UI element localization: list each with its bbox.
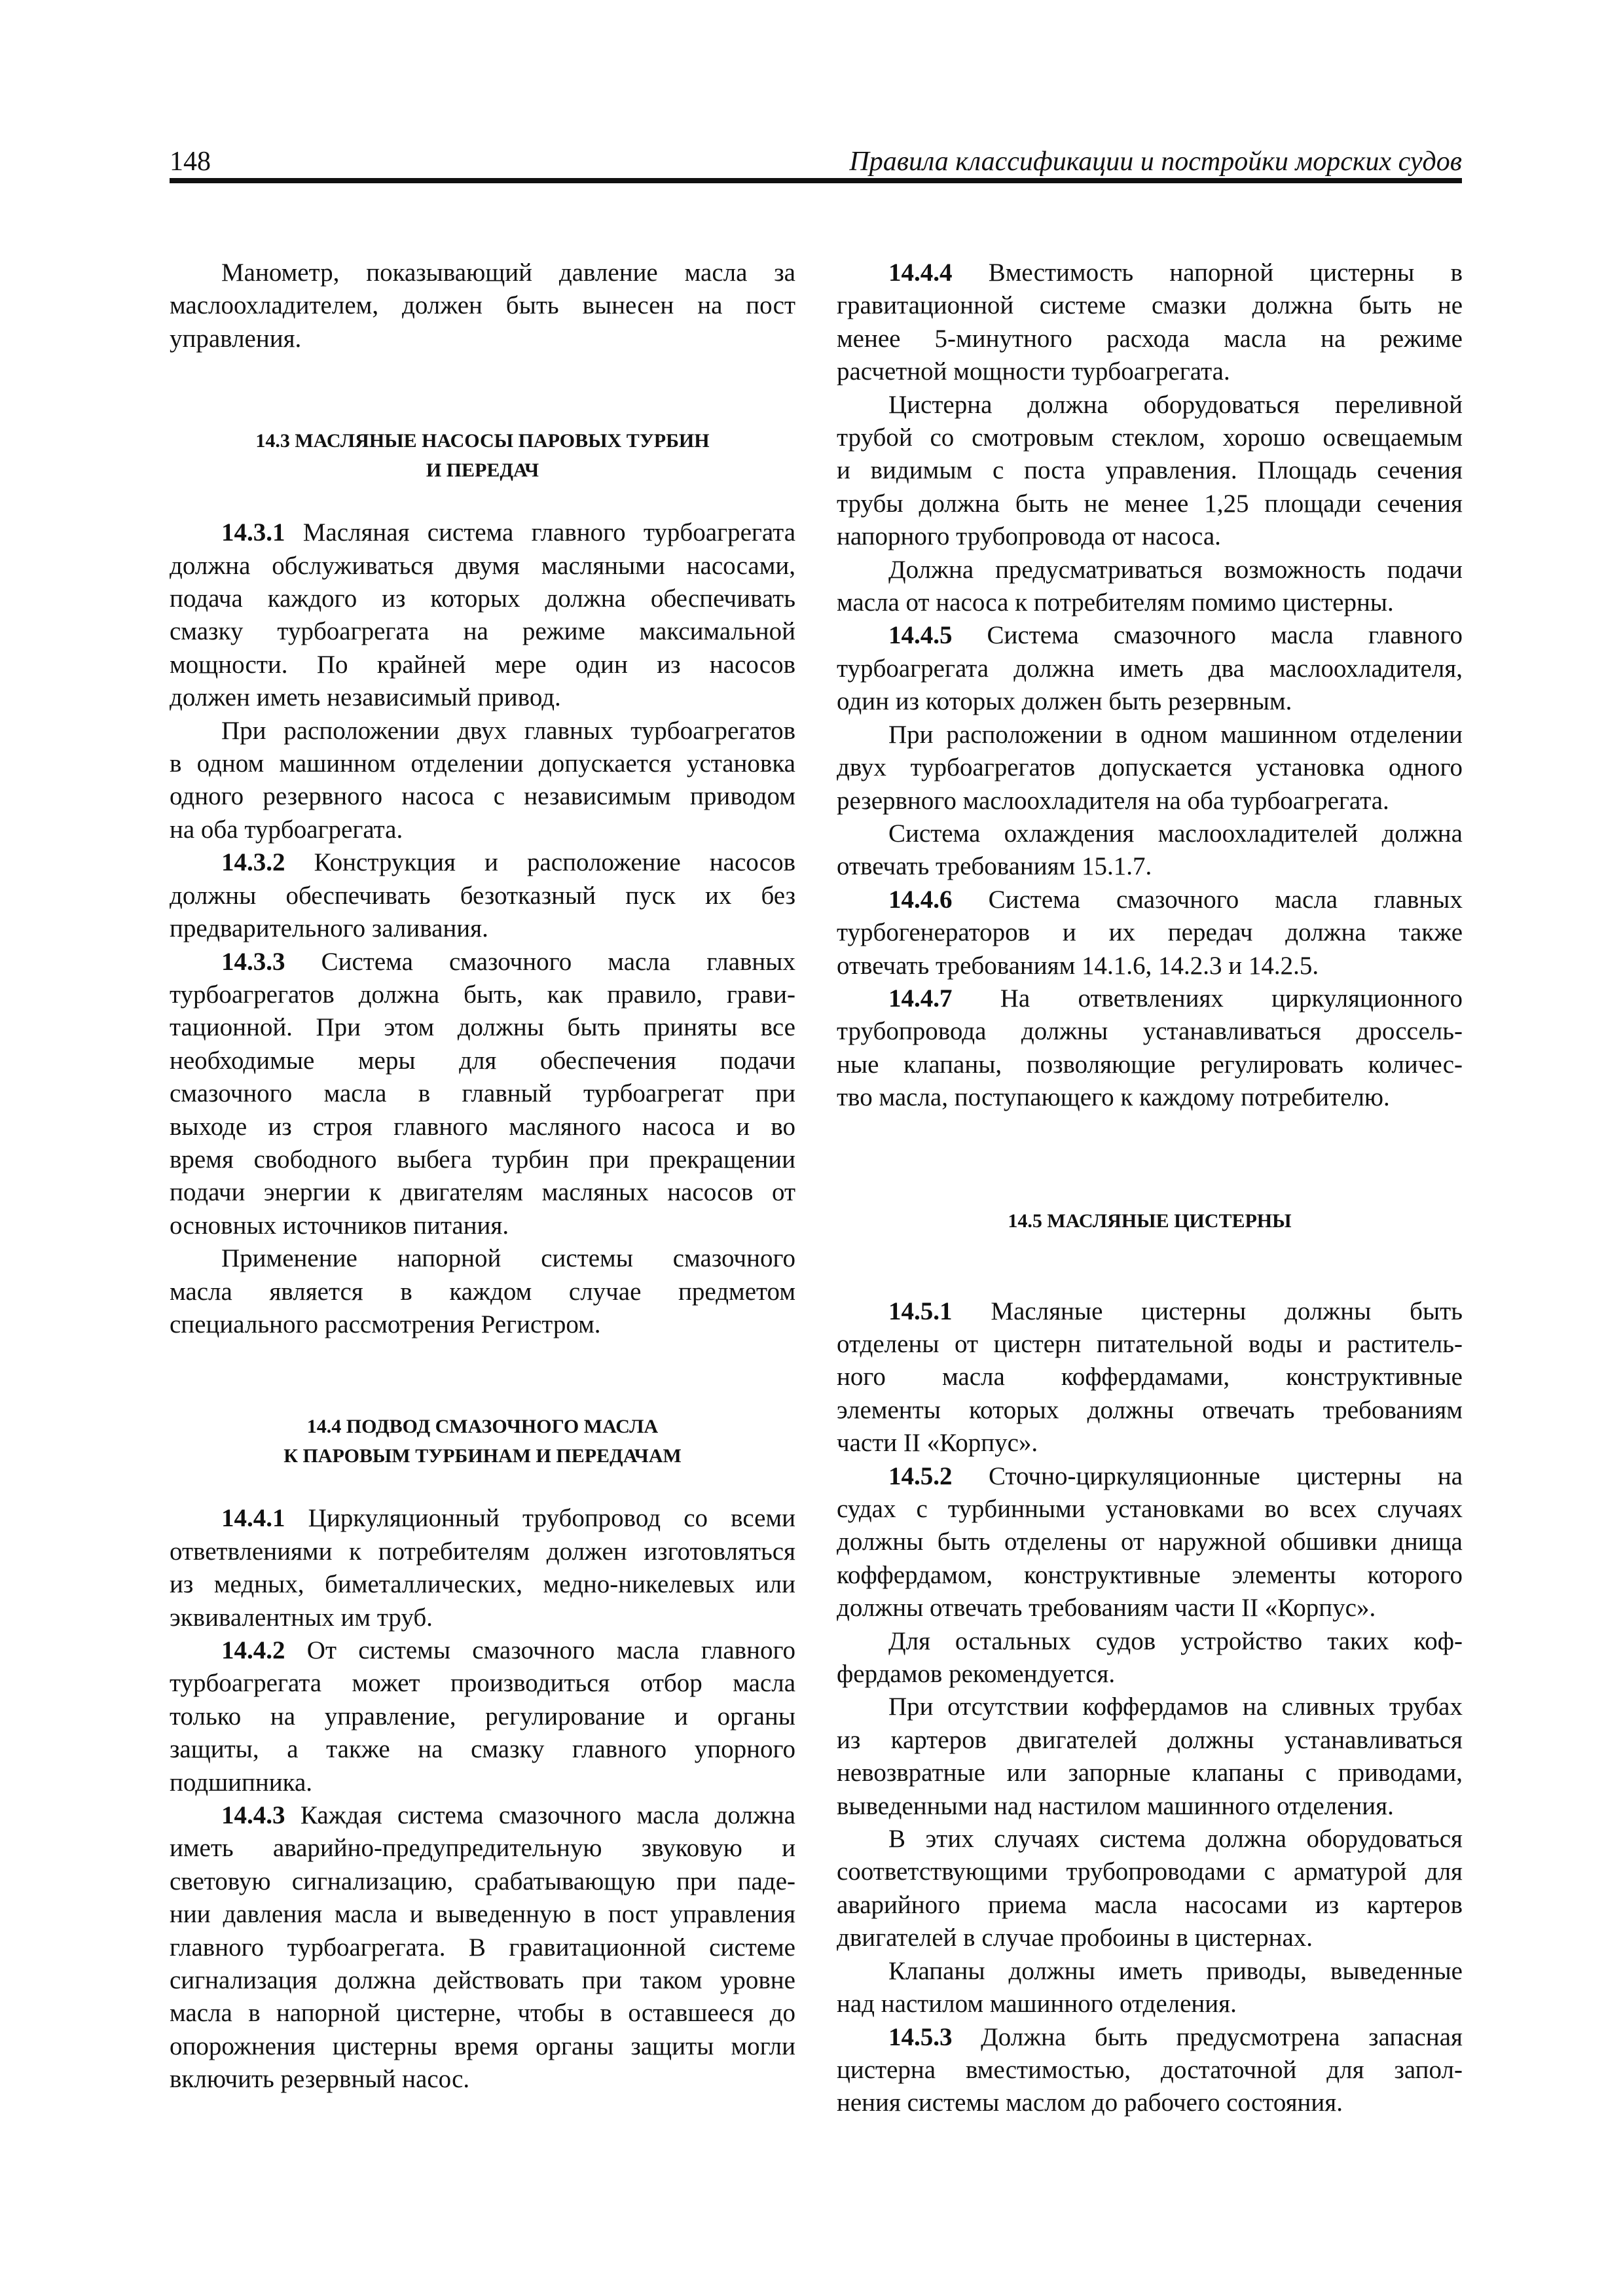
text-line <box>170 1602 795 1634</box>
left-column <box>170 257 795 2096</box>
text-line <box>170 715 795 747</box>
paragraph <box>837 1625 1463 1691</box>
paragraph <box>837 2021 1463 2120</box>
paragraph <box>837 884 1463 982</box>
clause-number: 14.3.3 <box>221 947 285 976</box>
text-line <box>837 1328 1463 1361</box>
line-text: турбоагрегатов должна быть, как правило, грави- <box>170 980 795 1009</box>
text-line <box>837 2054 1463 2087</box>
text-line <box>170 1502 795 1535</box>
line-text: один из которых должен быть резервным. <box>837 687 1292 716</box>
section-heading <box>837 1206 1463 1236</box>
line-text: турбоагрегата должна иметь два маслоохладителя, <box>837 654 1463 683</box>
line-text: отвечать требованиям 15.1.7. <box>837 852 1152 881</box>
paragraph <box>170 1502 795 1634</box>
line-text: Масляные цистерны должны быть <box>991 1297 1463 1325</box>
line-text: Должна быть предусмотрена запасная <box>981 2022 1463 2051</box>
text-line <box>837 1922 1463 1954</box>
text-line <box>837 1049 1463 1081</box>
line-text: только на управление, регулирование и органы <box>170 1702 795 1731</box>
text-line <box>170 912 795 945</box>
paragraph <box>837 619 1463 718</box>
text-line <box>837 1757 1463 1789</box>
text-line <box>837 653 1463 685</box>
line-text: масла от насоса к потребителям помимо цистерны. <box>837 588 1394 617</box>
line-text: подшипника. <box>170 1768 313 1797</box>
line-text: При отсутствии коффердамов на сливных трубах <box>888 1693 1463 1721</box>
line-text: Конструкция и расположение насосов <box>314 848 795 877</box>
line-text: Система смазочного масла главного <box>987 621 1463 650</box>
text-line <box>837 289 1463 322</box>
text-line <box>170 516 795 549</box>
line-text: судах с турбинными установками во всех случаях <box>837 1495 1463 1523</box>
text-line <box>170 1964 795 1997</box>
text-line <box>837 1790 1463 1823</box>
line-text: трубой со смотровым стеклом, хорошо освещаемым <box>837 423 1463 452</box>
text-line <box>170 1767 795 1799</box>
text-line <box>837 1691 1463 1723</box>
text-line <box>837 1856 1463 1888</box>
line-text: турбогенераторов и их передач должна также <box>837 918 1463 947</box>
section-heading <box>170 1412 795 1471</box>
paragraph <box>837 817 1463 884</box>
text-line <box>170 1412 795 1441</box>
line-text: трубы должна быть не менее 1,25 площади сечения <box>837 489 1463 518</box>
text-line <box>170 1700 795 1733</box>
line-text: Должна предусматриваться возможность подачи <box>888 555 1463 584</box>
line-text: смазку турбоагрегата на режиме максимальной <box>170 617 795 646</box>
line-text: должен иметь независимый привод. <box>170 683 561 712</box>
paragraph <box>837 1955 1463 2021</box>
line-text: эквивалентных им труб. <box>170 1603 433 1632</box>
text-line <box>837 323 1463 355</box>
text-line <box>170 257 795 289</box>
line-text: Клапаны должны иметь приводы, выведенные <box>888 1956 1463 1985</box>
text-line <box>837 1955 1463 1988</box>
line-text: ответвлениями к потребителям должен изготовляться <box>170 1537 795 1566</box>
text-line <box>170 649 795 681</box>
text-line <box>170 1308 795 1341</box>
line-text: цистерна вместимостью, достаточной для запол- <box>837 2055 1463 2084</box>
text-line <box>170 2030 795 2063</box>
text-line <box>170 1077 795 1110</box>
paragraph <box>837 1460 1463 1625</box>
text-line <box>170 583 795 615</box>
section-heading <box>170 426 795 485</box>
line-text: одного резервного насоса с независимым приводом <box>170 782 795 811</box>
line-text: главного турбоагрегата. В гравитационной системе <box>170 1933 795 1962</box>
text-line <box>170 1865 795 1898</box>
text-line <box>837 1427 1463 1460</box>
line-text: предварительного заливания. <box>170 914 488 943</box>
line-text: мощности. По крайней мере один из насосов <box>170 650 795 679</box>
line-text: Для остальных судов устройство таких коф- <box>888 1626 1463 1655</box>
line-text: 14.4 ПОДВОД СМАЗОЧНОГО МАСЛА <box>306 1416 659 1438</box>
line-text: включить резервный насос. <box>170 2065 470 2094</box>
header-rule <box>170 178 1462 183</box>
line-text: Цистерна должна оборудоваться переливной <box>888 390 1463 419</box>
line-text: аварийного приема масла насосами из картеров <box>837 1890 1463 1919</box>
text-line <box>170 1045 795 1077</box>
line-text: смазочного масла в главный турбоагрегат при <box>170 1079 795 1108</box>
text-line <box>837 1361 1463 1393</box>
text-line <box>170 615 795 648</box>
line-text: из картеров двигателей должны устанавливаться <box>837 1725 1463 1754</box>
line-text: Масляная система главного турбоагрегата <box>302 518 796 547</box>
line-text: 14.3 МАСЛЯНЫЕ НАСОСЫ ПАРОВЫХ ТУРБИН <box>255 430 710 452</box>
line-text: части II «Корпус». <box>837 1429 1038 1458</box>
line-text: И ПЕРЕДАЧ <box>426 459 539 482</box>
text-line <box>837 1493 1463 1526</box>
text-line <box>170 456 795 485</box>
text-line <box>170 1441 795 1471</box>
text-line <box>170 780 795 813</box>
line-text: из медных, биметаллических, медно-никелевых или <box>170 1570 795 1599</box>
clause-number: 14.3.2 <box>221 848 285 877</box>
line-text: необходимые меры для обеспечения подачи <box>170 1046 795 1075</box>
text-line <box>170 1568 795 1601</box>
line-text: выведенными над настилом машинного отделения. <box>837 1791 1394 1820</box>
line-text: 14.5 МАСЛЯНЫЕ ЦИСТЕРНЫ <box>1008 1210 1292 1232</box>
line-text: тво масла, поступающего к каждому потребителю. <box>837 1083 1390 1112</box>
text-line <box>170 1799 795 1832</box>
text-line <box>170 1733 795 1766</box>
paragraph <box>170 516 795 714</box>
line-text: Каждая система смазочного масла должна <box>300 1801 795 1830</box>
line-text: двух турбоагрегатов допускается установка одного <box>837 753 1463 782</box>
paragraph <box>837 1691 1463 1823</box>
text-line <box>170 1832 795 1865</box>
text-line <box>837 950 1463 982</box>
line-text: гравитационной системе смазки должна быть не <box>837 291 1463 320</box>
line-text: соответствующими трубопроводами с арматурой для <box>837 1857 1463 1886</box>
line-text: сигнализация должна действовать при таком уровне <box>170 1966 795 1995</box>
line-text: защиты, а также на смазку главного упорного <box>170 1735 795 1764</box>
text-line <box>170 1276 795 1308</box>
text-line <box>837 850 1463 883</box>
line-text: на оба турбоагрегата. <box>170 815 403 844</box>
paragraph <box>837 257 1463 389</box>
clause-number: 14.5.2 <box>888 1462 953 1490</box>
text-line <box>170 550 795 583</box>
text-line <box>837 619 1463 652</box>
paragraph <box>170 257 795 355</box>
text-line <box>837 1526 1463 1558</box>
line-text: должны обеспечивать безотказный пуск их без <box>170 881 795 910</box>
paragraph <box>170 1799 795 2096</box>
clause-number: 14.4.4 <box>888 259 953 287</box>
text-line <box>170 880 795 912</box>
line-text: двигателей в случае пробоины в цистернах. <box>837 1924 1313 1952</box>
line-text: основных источников питания. <box>170 1211 509 1240</box>
line-text: маслоохладителем, должен быть вынесен на пост <box>170 291 795 320</box>
clause-number: 14.4.6 <box>888 885 953 914</box>
text-line <box>837 2021 1463 2054</box>
clause-number: 14.5.1 <box>888 1297 953 1325</box>
text-line <box>837 1988 1463 2020</box>
text-line <box>837 1724 1463 1757</box>
line-text: трубопровода должны устанавливаться дроссель- <box>837 1017 1463 1046</box>
line-text: Система смазочного масла главных <box>321 947 795 976</box>
line-text: Манометр, показывающий давление масла за <box>221 259 795 287</box>
paragraph <box>837 1295 1463 1460</box>
text-line <box>837 1015 1463 1048</box>
text-line <box>170 978 795 1011</box>
text-line <box>170 1667 795 1700</box>
paragraph <box>837 982 1463 1115</box>
line-text: и видимым с поста управления. Площадь сечения <box>837 456 1463 485</box>
line-text: резервного маслоохладителя на оба турбоагрегата. <box>837 786 1389 815</box>
text-line <box>837 1081 1463 1114</box>
text-line <box>170 1997 795 2030</box>
paragraph <box>837 389 1463 554</box>
paragraph <box>837 719 1463 817</box>
text-line <box>837 1206 1463 1236</box>
line-text: турбоагрегата может производиться отбор масла <box>170 1669 795 1698</box>
line-text: подача каждого из которых должна обеспечивать <box>170 584 795 613</box>
text-line <box>170 1898 795 1931</box>
line-text: отвечать требованиям 14.1.6, 14.2.3 и 14.2.5. <box>837 951 1319 980</box>
text-line <box>837 1823 1463 1856</box>
line-text: время свободного выбега турбин при прекращении <box>170 1145 795 1174</box>
text-line <box>837 1559 1463 1592</box>
clause-number: 14.5.3 <box>888 2022 953 2051</box>
text-line <box>170 681 795 714</box>
text-line <box>170 1143 795 1176</box>
line-text: напорного трубопровода от насоса. <box>837 522 1221 551</box>
line-text: Применение напорной системы смазочного <box>221 1244 795 1273</box>
text-line <box>170 323 795 355</box>
text-line <box>170 426 795 456</box>
text-line <box>170 846 795 879</box>
text-line <box>837 1625 1463 1658</box>
text-line <box>170 1111 795 1143</box>
paragraph <box>837 1823 1463 1955</box>
line-text: специального рассмотрения Регистром. <box>170 1310 601 1338</box>
clause-number: 14.4.2 <box>221 1636 285 1664</box>
paragraph <box>170 846 795 945</box>
text-line <box>837 817 1463 850</box>
text-line <box>837 1394 1463 1427</box>
text-line <box>837 685 1463 718</box>
clause-number: 14.4.5 <box>888 621 953 650</box>
line-text: От системы смазочного масла главного <box>306 1636 795 1664</box>
text-line <box>837 586 1463 619</box>
line-text: расчетной мощности турбоагрегата. <box>837 357 1230 386</box>
text-line <box>170 1011 795 1044</box>
line-text: нения системы маслом до рабочего состояния. <box>837 2089 1343 2117</box>
line-text: должны отвечать требованиям части II «Корпус». <box>837 1594 1376 1623</box>
line-text: должна обслуживаться двумя масляными насосами, <box>170 551 795 580</box>
line-text: Вместимость напорной цистерны в <box>988 259 1463 287</box>
text-line <box>170 1210 795 1242</box>
text-line <box>837 1295 1463 1328</box>
paragraph <box>170 715 795 847</box>
page-number: 148 <box>170 147 211 177</box>
running-title: Правила классификации и постройки морских судов <box>849 147 1462 177</box>
text-line <box>837 884 1463 916</box>
text-line <box>837 1658 1463 1691</box>
text-line <box>837 1889 1463 1922</box>
line-text: ного масла коффердамами, конструктивные <box>837 1363 1463 1391</box>
line-text: фердамов рекомендуется. <box>837 1660 1116 1689</box>
line-text: над настилом машинного отделения. <box>837 1990 1237 2018</box>
line-text: элементы которых должны отвечать требованиям <box>837 1395 1463 1424</box>
line-text: должны быть отделены от наружной обшивки днища <box>837 1528 1463 1556</box>
text-line <box>837 719 1463 751</box>
line-text: Циркуляционный трубопровод со всеми <box>308 1504 795 1533</box>
text-line <box>837 257 1463 289</box>
clause-number: 14.4.1 <box>221 1504 285 1533</box>
text-line <box>837 355 1463 388</box>
text-line <box>170 1242 795 1275</box>
line-text: выходе из строя главного масляного насоса и во <box>170 1112 795 1141</box>
line-text: При расположении в одном машинном отделении <box>888 720 1463 749</box>
line-text: световую сигнализацию, срабатывающую при паде- <box>170 1867 795 1895</box>
right-column <box>837 257 1463 2120</box>
text-line <box>170 747 795 780</box>
text-line <box>837 1592 1463 1624</box>
text-line <box>170 946 795 978</box>
clause-number: 14.4.7 <box>888 984 953 1013</box>
text-line <box>837 454 1463 487</box>
line-text: в одном машинном отделении допускается установка <box>170 749 795 778</box>
line-text: управления. <box>170 324 302 353</box>
text-line <box>170 1931 795 1964</box>
text-line <box>170 289 795 322</box>
line-text: иметь аварийно-предупредительную звуковую и <box>170 1834 795 1863</box>
paragraph <box>170 946 795 1243</box>
text-line <box>837 1460 1463 1493</box>
line-text: коффердамом, конструктивные элементы которого <box>837 1560 1463 1589</box>
line-text: масла является в каждом случае предметом <box>170 1277 795 1306</box>
text-line <box>837 916 1463 949</box>
line-text: Система смазочного масла главных <box>988 885 1463 914</box>
text-line <box>837 389 1463 422</box>
text-line <box>170 1176 795 1209</box>
line-text: подачи энергии к двигателям масляных насосов от <box>170 1178 795 1207</box>
text-line <box>837 554 1463 586</box>
paragraph <box>837 554 1463 620</box>
clause-number: 14.4.3 <box>221 1801 285 1830</box>
text-line <box>837 751 1463 784</box>
line-text: В этих случаях система должна оборудоваться <box>888 1825 1463 1854</box>
text-line <box>837 422 1463 454</box>
text-line <box>170 814 795 846</box>
text-line <box>837 982 1463 1015</box>
line-text: К ПАРОВЫМ ТУРБИНАМ И ПЕРЕДАЧАМ <box>283 1445 682 1467</box>
text-line <box>837 2087 1463 2119</box>
paragraph <box>170 1634 795 1799</box>
line-text: ные клапаны, позволяющие регулировать количес- <box>837 1050 1463 1079</box>
text-line <box>170 2063 795 2096</box>
line-text: менее 5-минутного расхода масла на режиме <box>837 324 1463 353</box>
text-line <box>837 785 1463 817</box>
line-text: опорожнения цистерны время органы защиты могли <box>170 2032 795 2060</box>
text-line <box>837 520 1463 553</box>
line-text: Система охлаждения маслоохладителей должна <box>888 819 1463 848</box>
line-text: При расположении двух главных турбоагрегатов <box>221 716 795 745</box>
line-text: масла в напорной цистерне, чтобы в оставшееся до <box>170 1999 795 2028</box>
line-text: На ответвлениях циркуляционного <box>1000 984 1463 1013</box>
text-line <box>837 488 1463 520</box>
clause-number: 14.3.1 <box>221 518 285 547</box>
line-text: невозвратные или запорные клапаны с приводами, <box>837 1759 1463 1787</box>
text-line <box>170 1634 795 1667</box>
text-line <box>170 1535 795 1568</box>
line-text: отделены от цистерн питательной воды и раститель- <box>837 1329 1463 1358</box>
line-text: тационной. При этом должны быть приняты все <box>170 1013 795 1042</box>
line-text: Сточно-циркуляционные цистерны на <box>989 1462 1463 1490</box>
line-text: нии давления масла и выведенную в пост управления <box>170 1900 795 1929</box>
paragraph <box>170 1242 795 1341</box>
